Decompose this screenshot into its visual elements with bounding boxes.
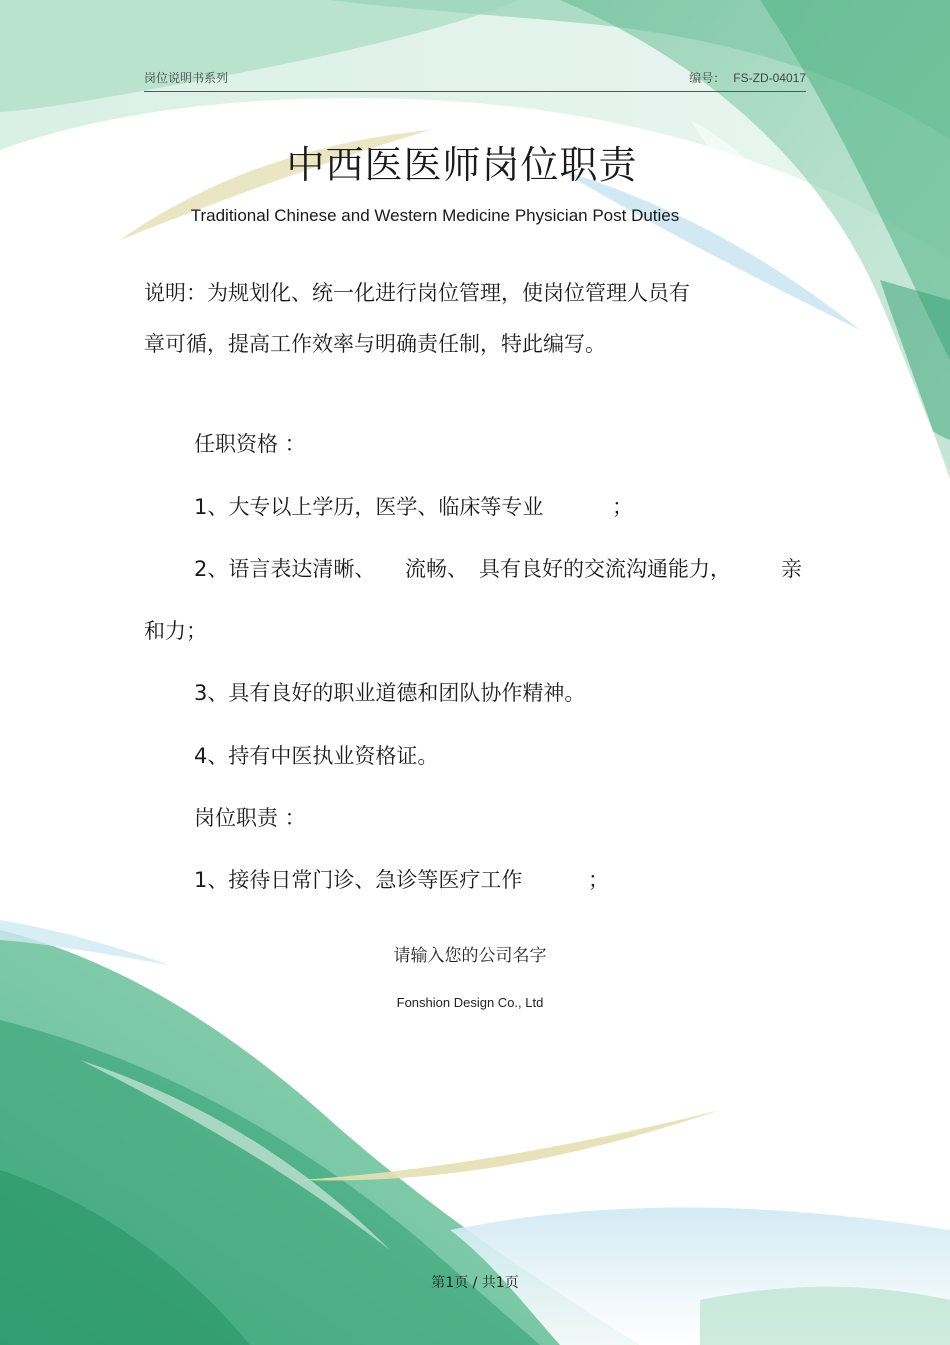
page-number: 第1页 / 共1页 xyxy=(431,1275,519,1291)
company-name: 请输入您的公司名字 xyxy=(393,946,547,966)
qualifications-heading: 任职资格 ： xyxy=(194,432,306,456)
qualification-item-2c: 具有良好的交流沟通能力， xyxy=(479,557,731,581)
document-subtitle: Traditional Chinese and Western Medicine Physician Post Duties xyxy=(190,206,680,225)
code-label: 编号： xyxy=(689,71,726,85)
qualification-item-3: 3、具有良好的职业道德和团队协作精神。 xyxy=(194,681,586,705)
header-divider xyxy=(144,91,806,92)
qualification-item-2b: 流畅、 xyxy=(405,557,468,581)
qualification-item-2-continued: 和力； xyxy=(144,619,207,643)
duty-item-1-end: ； xyxy=(588,868,609,892)
duties-heading: 岗位职责 ： xyxy=(194,806,306,830)
qualification-item-1-end: ； xyxy=(612,495,633,519)
code-value: FS-ZD-04017 xyxy=(733,71,806,85)
intro-line-2: 章可循，提高工作效率与明确责任制，特此编写。 xyxy=(144,332,606,356)
qualification-item-2a: 2、语言表达清晰、 xyxy=(194,557,376,581)
qualification-item-2d: 亲 xyxy=(781,557,802,581)
duty-item-1: 1、接待日常门诊、急诊等医疗工作 xyxy=(194,868,523,892)
qualification-item-1: 1、大专以上学历，医学、临床等专业 xyxy=(194,495,544,519)
document-code xyxy=(689,69,806,86)
company-name-en: Fonshion Design Co., Ltd xyxy=(396,995,544,1010)
intro-line-1: 说明：为规划化、统一化进行岗位管理，使岗位管理人员有 xyxy=(144,281,690,305)
series-label: 岗位说明书系列 xyxy=(144,71,229,85)
document-title: 中西医医师岗位职责 xyxy=(286,143,638,187)
qualification-item-4: 4、持有中医执业资格证。 xyxy=(194,744,439,768)
